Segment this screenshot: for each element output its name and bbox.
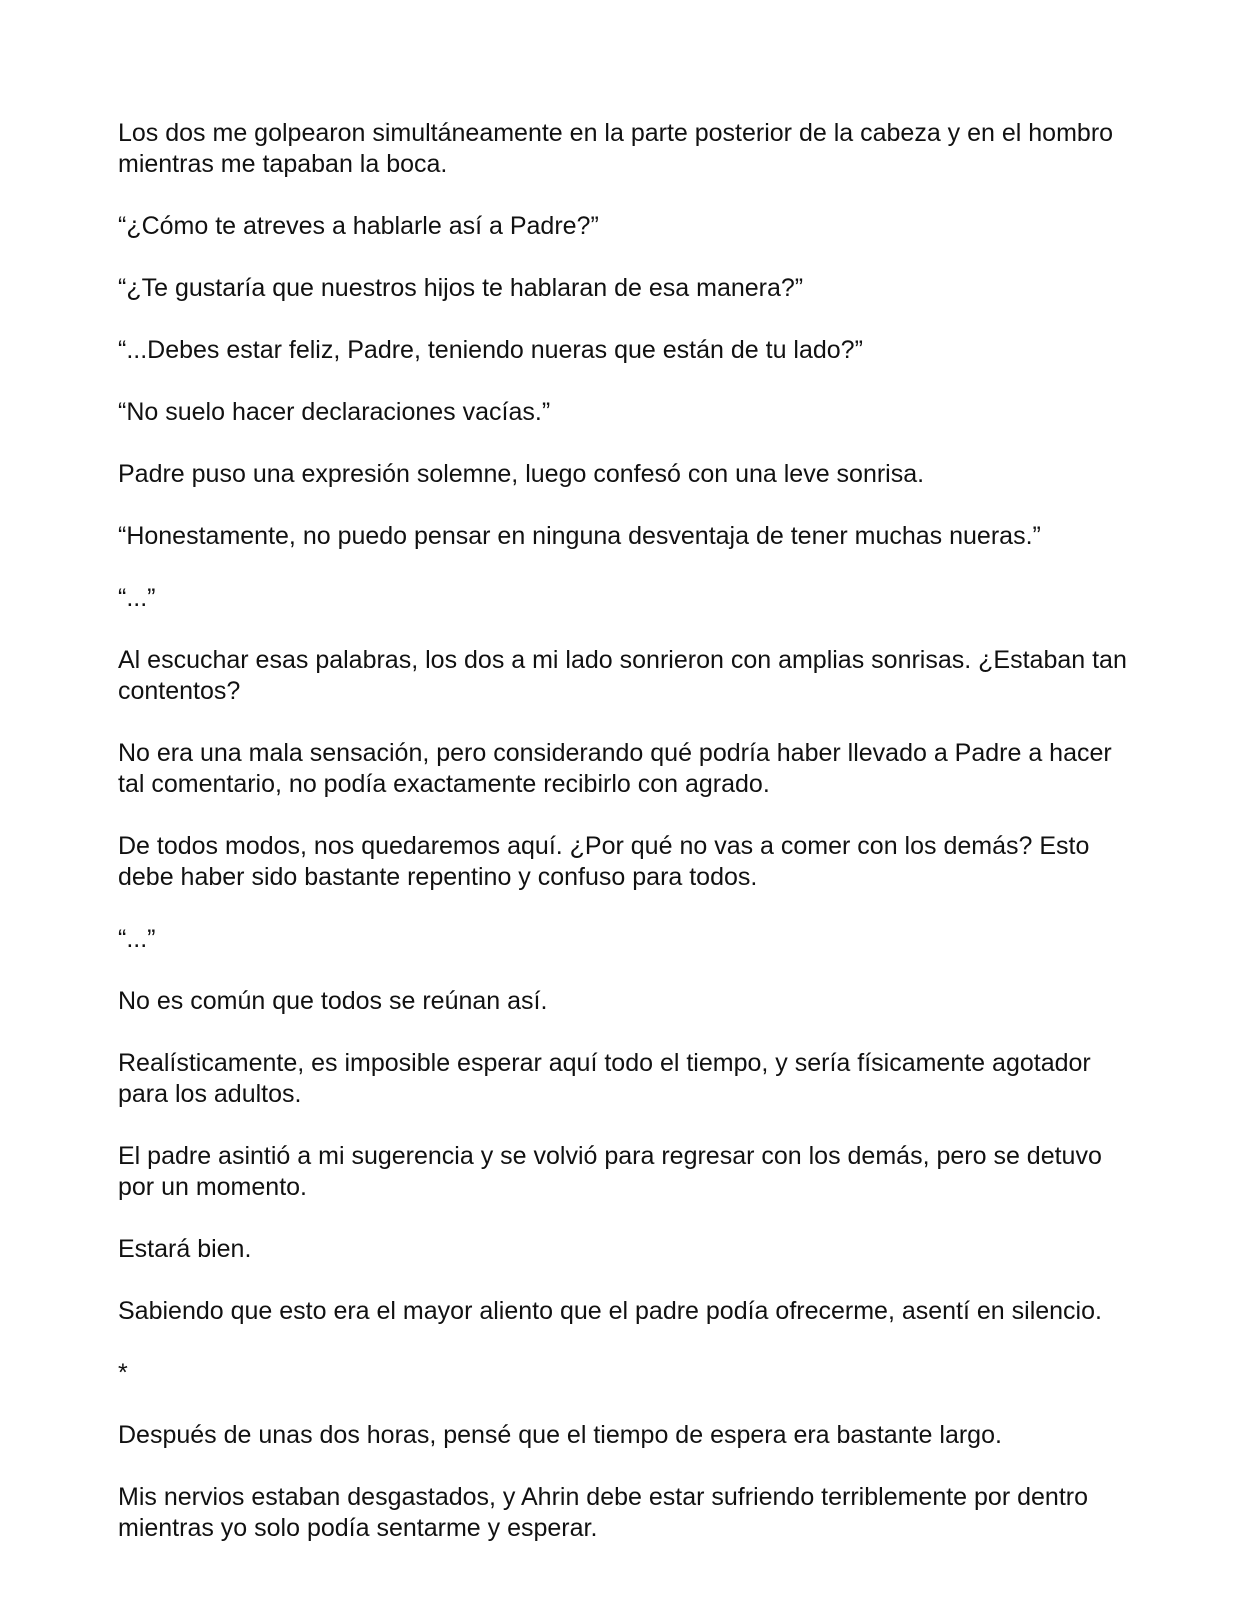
paragraph: “Honestamente, no puedo pensar en ninguna desventaja de tener muchas nueras.” — [118, 522, 1041, 550]
paragraph: Estará bien. — [118, 1235, 252, 1263]
paragraph: De todos modos, nos quedaremos aquí. ¿Por qué no vas a comer con los demás? Esto debe haber sido bastante repentino y confuso para todos. — [118, 832, 1090, 891]
paragraph: “...” — [118, 584, 156, 612]
section-break: * — [118, 1359, 128, 1387]
paragraph: El padre asintió a mi sugerencia y se volvió para regresar con los demás, pero se detuvo por un momento. — [118, 1142, 1102, 1201]
paragraph: “...Debes estar feliz, Padre, teniendo nueras que están de tu lado?” — [118, 336, 863, 364]
paragraph: Realísticamente, es imposible esperar aquí todo el tiempo, y sería físicamente agotador para los adultos. — [118, 1049, 1091, 1108]
paragraph: “No suelo hacer declaraciones vacías.” — [118, 398, 551, 426]
paragraph: “...” — [118, 925, 156, 953]
paragraph: Sabiendo que esto era el mayor aliento que el padre podía ofrecerme, asentí en silencio. — [118, 1297, 1102, 1325]
paragraph: No era una mala sensación, pero considerando qué podría haber llevado a Padre a hacer tal comentario, no podía exactamente recibirlo con agrado. — [118, 739, 1112, 798]
paragraph: Después de unas dos horas, pensé que el tiempo de espera era bastante largo. — [118, 1421, 1002, 1449]
document-body — [118, 118, 1128, 1575]
paragraph: “¿Cómo te atreves a hablarle así a Padre?” — [118, 212, 599, 240]
paragraph: Los dos me golpearon simultáneamente en la parte posterior de la cabeza y en el hombro mientras me tapaban la boca. — [118, 119, 1114, 178]
paragraph: Padre puso una expresión solemne, luego confesó con una leve sonrisa. — [118, 460, 925, 488]
paragraph: Al escuchar esas palabras, los dos a mi lado sonrieron con amplias sonrisas. ¿Estaban tan contentos? — [118, 646, 1127, 705]
paragraph: No es común que todos se reúnan así. — [118, 987, 548, 1015]
paragraph: Mis nervios estaban desgastados, y Ahrin debe estar sufriendo terriblemente por dentro mientras yo solo podía sentarme y esperar. — [118, 1483, 1088, 1542]
paragraph: “¿Te gustaría que nuestros hijos te hablaran de esa manera?” — [118, 274, 804, 302]
